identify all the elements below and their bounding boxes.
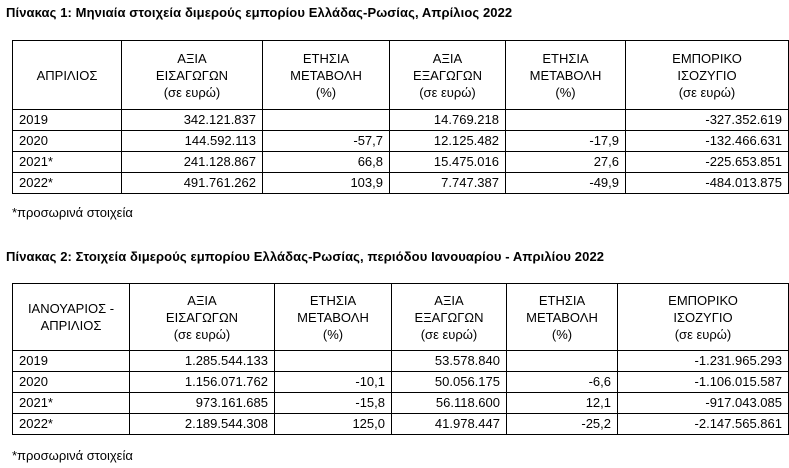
header-exports-change: ΕΤΗΣΙΑ ΜΕΤΑΒΟΛΗ (%): [507, 284, 618, 351]
cell-year: 2021*: [13, 152, 122, 173]
cell-imports-change: 66,8: [263, 152, 390, 173]
header-balance: ΕΜΠΟΡΙΚΟ ΙΣΟΖΥΓΙΟ (σε ευρώ): [618, 284, 789, 351]
cell-year: 2020: [13, 131, 122, 152]
cell-imports: 241.128.867: [122, 152, 263, 173]
cell-exports: 14.769.218: [390, 110, 506, 131]
table-row: [13, 372, 789, 393]
cell-year: 2022*: [13, 173, 122, 194]
cell-imports: 144.592.113: [122, 131, 263, 152]
cell-imports: 1.285.544.133: [130, 351, 275, 372]
cell-exports-change: [507, 351, 618, 372]
cell-imports-change: 125,0: [275, 414, 392, 435]
table-row: [13, 131, 789, 152]
cell-balance: -484.013.875: [626, 173, 789, 194]
cell-year: 2022*: [13, 414, 130, 435]
cell-imports: 1.156.071.762: [130, 372, 275, 393]
cell-year: 2019: [13, 351, 130, 372]
header-period: ΑΠΡΙΛΙΟΣ: [13, 41, 122, 110]
cell-exports-change: -25,2: [507, 414, 618, 435]
cell-balance: -225.653.851: [626, 152, 789, 173]
cell-balance: -1.106.015.587: [618, 372, 789, 393]
cell-balance: -2.147.565.861: [618, 414, 789, 435]
cell-year: 2020: [13, 372, 130, 393]
cell-balance: -917.043.085: [618, 393, 789, 414]
cell-imports-change: -10,1: [275, 372, 392, 393]
cell-exports: 12.125.482: [390, 131, 506, 152]
cell-imports: 2.189.544.308: [130, 414, 275, 435]
cell-imports: 342.121.837: [122, 110, 263, 131]
header-exports: ΑΞΙΑ ΕΞΑΓΩΓΩΝ (σε ευρώ): [390, 41, 506, 110]
cell-exports: 53.578.840: [392, 351, 507, 372]
header-exports-change: ΕΤΗΣΙΑ ΜΕΤΑΒΟΛΗ (%): [506, 41, 626, 110]
table2: [12, 283, 789, 435]
table-row: [13, 393, 789, 414]
cell-exports-change: -6,6: [507, 372, 618, 393]
cell-imports-change: [275, 351, 392, 372]
cell-exports-change: [506, 110, 626, 131]
cell-exports: 15.475.016: [390, 152, 506, 173]
table2-header-row: [13, 284, 789, 351]
cell-imports: 491.761.262: [122, 173, 263, 194]
cell-year: 2021*: [13, 393, 130, 414]
cell-exports: 41.978.447: [392, 414, 507, 435]
cell-exports: 56.118.600: [392, 393, 507, 414]
table-row: [13, 173, 789, 194]
table-row: [13, 152, 789, 173]
header-period: ΙΑΝΟΥΑΡΙΟΣ - ΑΠΡΙΛΙΟΣ: [13, 284, 130, 351]
table2-caption: Πίνακας 2: Στοιχεία διμερούς εμπορίου Ελλάδας-Ρωσίας, περιόδου Ιανουαρίου - Απριλίου 2022: [6, 249, 605, 264]
cell-imports-change: -15,8: [275, 393, 392, 414]
cell-imports-change: -57,7: [263, 131, 390, 152]
table-row: [13, 110, 789, 131]
cell-imports: 973.161.685: [130, 393, 275, 414]
header-imports-change: ΕΤΗΣΙΑ ΜΕΤΑΒΟΛΗ (%): [263, 41, 390, 110]
cell-balance: -327.352.619: [626, 110, 789, 131]
table2-footnote: *προσωρινά στοιχεία: [12, 448, 133, 463]
cell-imports-change: 103,9: [263, 173, 390, 194]
cell-balance: -1.231.965.293: [618, 351, 789, 372]
cell-imports-change: [263, 110, 390, 131]
table1-header-row: [13, 41, 789, 110]
cell-exports-change: 27,6: [506, 152, 626, 173]
header-imports-change: ΕΤΗΣΙΑ ΜΕΤΑΒΟΛΗ (%): [275, 284, 392, 351]
header-balance: ΕΜΠΟΡΙΚΟ ΙΣΟΖΥΓΙΟ (σε ευρώ): [626, 41, 789, 110]
cell-year: 2019: [13, 110, 122, 131]
header-imports: ΑΞΙΑ ΕΙΣΑΓΩΓΩΝ (σε ευρώ): [130, 284, 275, 351]
table1: [12, 40, 789, 194]
header-imports: ΑΞΙΑ ΕΙΣΑΓΩΓΩΝ (σε ευρώ): [122, 41, 263, 110]
table-row: [13, 414, 789, 435]
header-exports: ΑΞΙΑ ΕΞΑΓΩΓΩΝ (σε ευρώ): [392, 284, 507, 351]
table1-caption: Πίνακας 1: Μηνιαία στοιχεία διμερούς εμπορίου Ελλάδας-Ρωσίας, Απρίλιος 2022: [6, 5, 513, 20]
cell-exports-change: -17,9: [506, 131, 626, 152]
table-row: [13, 351, 789, 372]
cell-exports: 50.056.175: [392, 372, 507, 393]
cell-exports-change: -49,9: [506, 173, 626, 194]
cell-exports-change: 12,1: [507, 393, 618, 414]
table1-footnote: *προσωρινά στοιχεία: [12, 205, 133, 220]
cell-balance: -132.466.631: [626, 131, 789, 152]
cell-exports: 7.747.387: [390, 173, 506, 194]
